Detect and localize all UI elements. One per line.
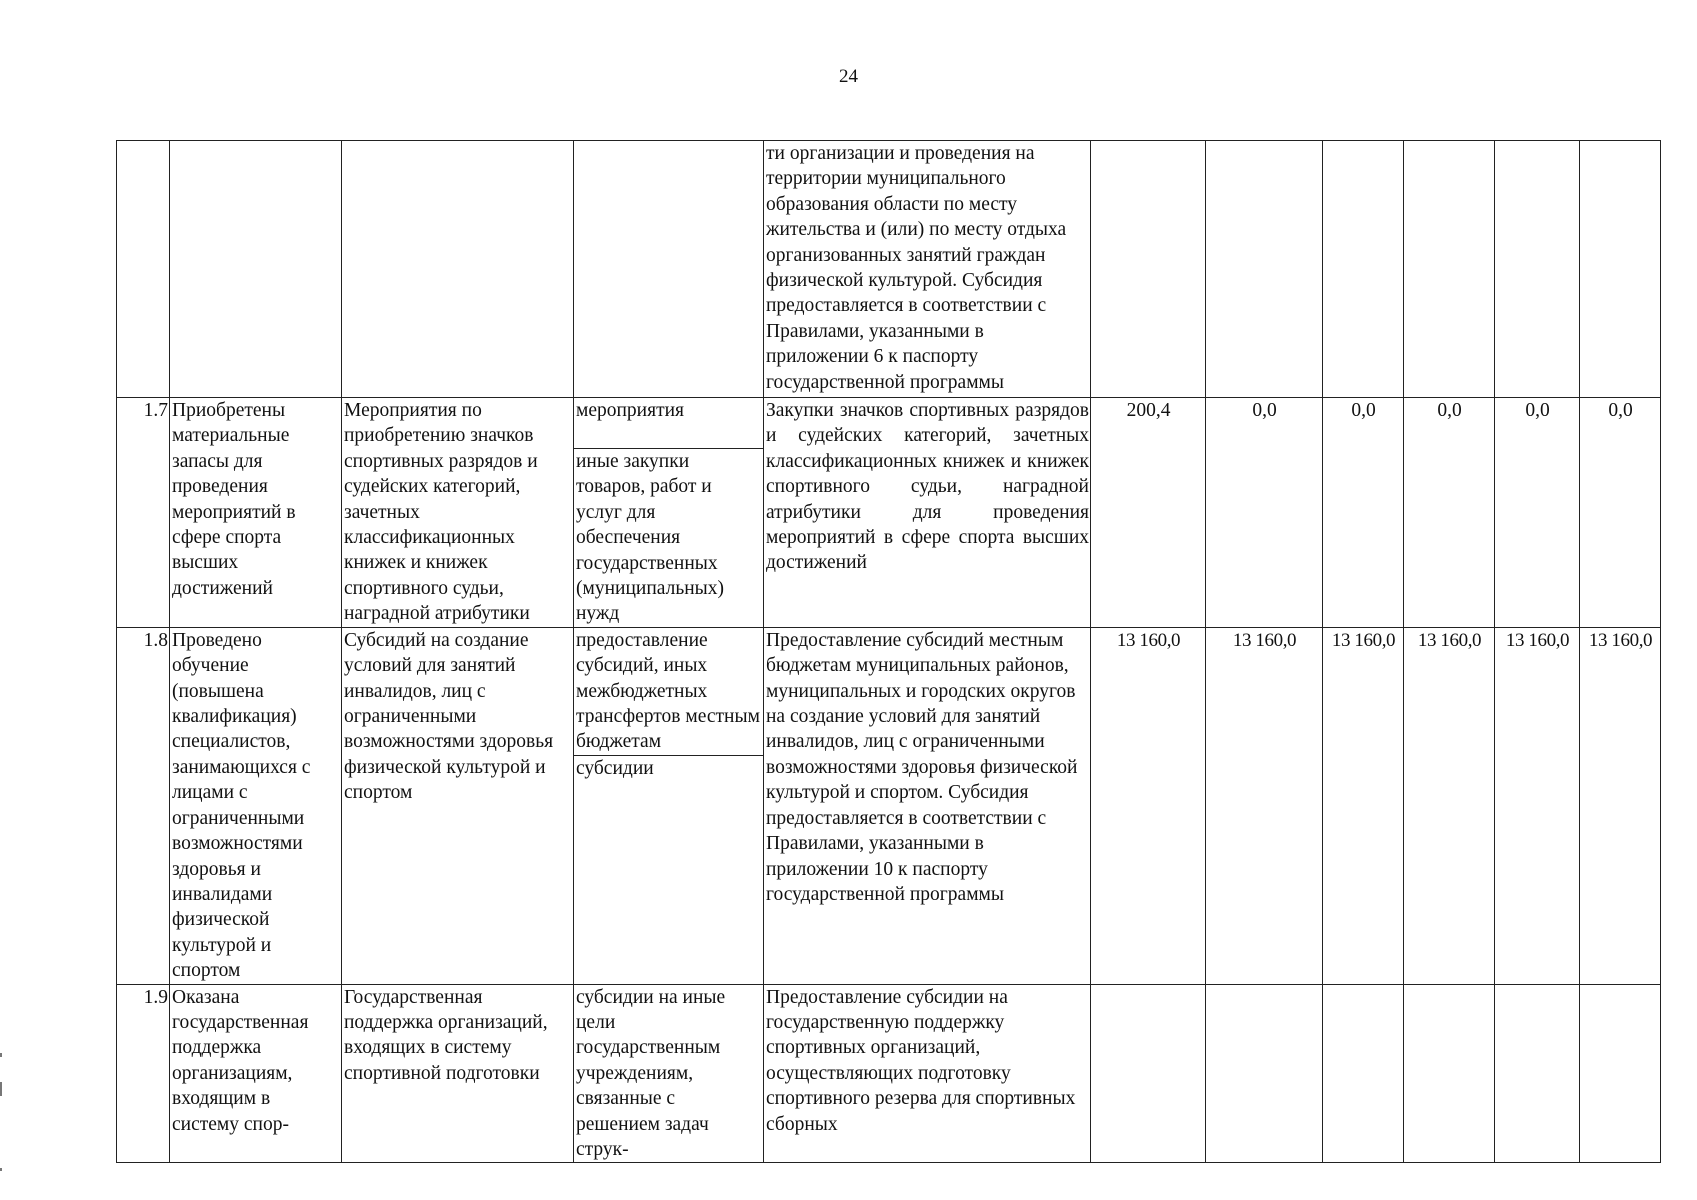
cell-value [1206,141,1323,398]
table-row-continuation [117,141,1661,398]
cell-type [574,398,764,628]
cell-description: Закупки значков спортивных разрядов и судейских категорий, зачетных классификационных книжек и книжек спортивного судьи, наградной атрибутики для проведения мероприятий в сфере спорта высших достижений [764,398,1091,628]
cell-measure [342,141,574,398]
cell-description: Предоставление субсидии на государственную поддержку спортивных организаций, осуществляющих подготовку спортивного резерва для спортивных сборных [764,984,1091,1163]
cell-value-6: 13 160,0 [1580,627,1661,984]
cell-measure: Мероприятия по приобретению значков спортивных разрядов и судейских категорий, зачетных классификационных книжек и книжек спортивного судьи, наградной атрибутики [342,398,574,628]
cell-value-3 [1323,984,1404,1163]
cell-num [117,141,170,398]
cell-result: Оказана государственная поддержка организациям, входящим в систему спор- [170,984,342,1163]
cell-value-4: 0,0 [1404,398,1495,628]
cell-value-5: 13 160,0 [1495,627,1580,984]
cell-value-1: 200,4 [1091,398,1206,628]
cell-value-2: 13 160,0 [1206,627,1323,984]
cell-value-2: 0,0 [1206,398,1323,628]
program-measures-table [116,140,1661,1163]
type-top: мероприятия [576,400,685,421]
cell-value-6: 0,0 [1580,398,1661,628]
cell-value-4: 13 160,0 [1404,627,1495,984]
cell-description: Предоставление субсидий местным бюджетам муниципальных районов, муниципальных и городских округов на создание условий для занятий инвалидов, лиц с ограниченными возможностями здоровья физической культурой и спортом. Субсидия предоставляется в соответствии с Правилами, указанными в приложении 10 к паспорту государственной программы [764,627,1091,984]
scan-artifact [0,1053,2,1057]
table-row-1-7 [117,398,1661,628]
cell-result [170,141,342,398]
row-number: 1.7 [117,398,170,628]
cell-value-4 [1404,984,1495,1163]
type-bottom: субсидии [574,755,763,781]
cell-value [1091,141,1206,398]
cell-description: ти организации и проведения на территории муниципального образования области по месту жительства и (или) по месту отдыха организованных занятий граждан физической культурой. Субсидия предоставляется в соответствии с Правилами, указанными в приложении 6 к паспорту государственной программы [764,141,1091,398]
cell-value-1 [1091,984,1206,1163]
cell-value-5 [1495,984,1580,1163]
cell-value-3: 0,0 [1323,398,1404,628]
cell-value-3: 13 160,0 [1323,627,1404,984]
cell-measure: Государственная поддержка организаций, входящих в систему спортивной подготовки [342,984,574,1163]
table-row-1-9 [117,984,1661,1163]
cell-type: субсидии на иные цели государственным учреждениям, связанные с решением задач струк- [574,984,764,1163]
row-number: 1.8 [117,627,170,984]
cell-result: Проведено обучение (повышена квалификация) специалистов, занимающихся с лицами с ограниченными возможностями здоровья и инвалидами физической культурой и спортом [170,627,342,984]
table-row-1-8 [117,627,1661,984]
cell-value-5: 0,0 [1495,398,1580,628]
cell-measure: Субсидий на создание условий для занятий инвалидов, лиц с ограниченными возможностями здоровья физической культурой и спортом [342,627,574,984]
cell-value [1580,141,1661,398]
row-number: 1.9 [117,984,170,1163]
cell-value [1323,141,1404,398]
cell-value [1404,141,1495,398]
cell-value-1: 13 160,0 [1091,627,1206,984]
cell-value [1495,141,1580,398]
type-bottom: иные закупки товаров, работ и услуг для обеспечения государственных (муниципальных) нужд [574,448,763,627]
cell-type [574,627,764,984]
cell-result: Приобретены материальные запасы для проведения мероприятий в сфере спорта высших достижений [170,398,342,628]
page-number: 24 [839,66,858,87]
cell-value-2 [1206,984,1323,1163]
type-top: предоставление субсидий, иных межбюджетных трансфертов местным бюджетам [576,629,760,753]
scan-artifact [0,1168,2,1171]
cell-value-6 [1580,984,1661,1163]
scan-artifact [0,1082,2,1096]
cell-type [574,141,764,398]
